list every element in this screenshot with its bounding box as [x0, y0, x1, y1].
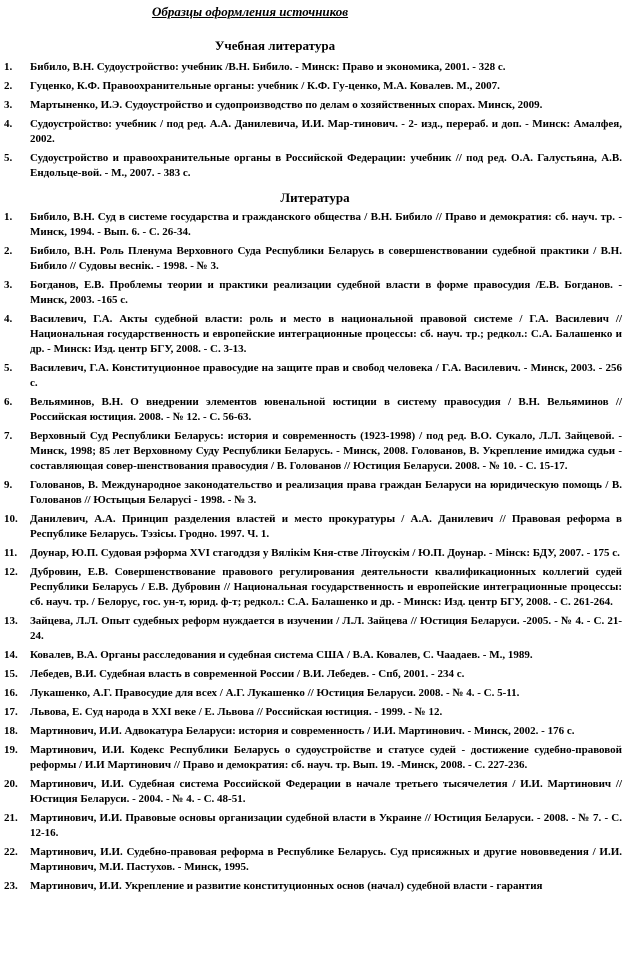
- reference-number: 10.: [4, 513, 18, 525]
- reference-item: [0, 244, 628, 274]
- reference-text: Вельяминов, В.Н. О внедрении элементов ювенальной юстиции в систему правосудия / В.Н. Вельяминов // Российская юстиция. 2008. - № 12. - С. 56-63.: [30, 396, 622, 423]
- reference-text: Мартинович, И.И. Судебно-правовая реформа в Республике Беларусь. Суд присяжных и другие нововведения / И.И. Мартинович, М.И. Пастухов. - Минск, 1995.: [30, 846, 622, 873]
- reference-item: [0, 705, 628, 720]
- reference-number: 16.: [4, 687, 18, 699]
- textbook-list: [0, 60, 628, 185]
- reference-number: 12.: [4, 566, 18, 578]
- reference-item: [0, 210, 628, 240]
- reference-number: 9.: [4, 479, 13, 491]
- reference-item: [0, 879, 628, 894]
- reference-number: 4.: [4, 313, 13, 325]
- reference-item: [0, 724, 628, 739]
- reference-text: Мартинович, И.И. Судебная система Российской Федерации в начале третьего тысячелетия / И.И. Мартинович // Юстиция Беларуси. - 2004. - № 4. - С. 48-51.: [30, 778, 622, 805]
- reference-text: Мартинович, И.И. Укрепление и развитие конституционных основ (начал) судебной власти - гарантия: [30, 880, 543, 892]
- reference-text: Судоустройство и правоохранительные органы в Российской Федерации: учебник // под ред. О.А. Галустьяна, А.В. Ендольце-вой. - М., 2007. - 383 с.: [30, 152, 622, 179]
- reference-text: Судоустройство: учебник / под ред. А.А. Данилевича, И.И. Мар-тинович. - 2- изд., перераб. и доп. - Минск: Амалфея, 2002.: [30, 118, 622, 145]
- reference-text: Данилевич, А.А. Принцип разделения властей и место прокуратуры / А.А. Данилевич // Правовая реформа в Республике Беларусь. Тэзiсы. Гродно. 1997. Ч. 1.: [30, 513, 622, 540]
- reference-text: Бибило, В.Н. Роль Пленума Верховного Суда Республики Беларусь в совершенствовании судебной практики / В.Н. Бибило // Судовы веснiк. - 1998. - № 3.: [30, 245, 622, 272]
- reference-number: 4.: [4, 118, 13, 130]
- reference-item: [0, 478, 628, 508]
- reference-number: 20.: [4, 778, 18, 790]
- reference-number: 21.: [4, 812, 18, 824]
- reference-text: Лебедев, В.И. Судебная власть в современной России / В.И. Лебедев. - Спб, 2001. - 234 с.: [30, 668, 465, 680]
- reference-number: 18.: [4, 725, 18, 737]
- reference-number: 3.: [4, 279, 13, 291]
- reference-item: [0, 278, 628, 308]
- reference-number: 2.: [4, 245, 13, 257]
- reference-item: [0, 845, 628, 875]
- reference-text: Мартинович, И.И. Адвокатура Беларуси: история и современность / И.И. Мартинович. - Минск, 2002. - 176 с.: [30, 725, 575, 737]
- reference-text: Доунар, Ю.П. Судовая рэформа XVI стагоддзя у Вялiкiм Кня-стве Лiтоускiм / Ю.П. Доунар. - Мiнск: БДУ, 2007. - 175 с.: [30, 547, 620, 559]
- reference-text: Дубровин, Е.В. Совершенствование правового регулирования деятельности квалификационных коллегий судей Республики Беларусь / Е.В. Дубровин // Национальная государственность и европейские интеграционные процессы: сб. науч. тр. / Белорус, гос. ун-т, юрид. ф-т; редкол.: С.А. Балашенко и др. - Минск: Изд. центр БГУ, 2008. - С. 261-264.: [30, 566, 622, 608]
- reference-text: Зайцева, Л.Л. Опыт судебных реформ нуждается в изучении / Л.Л. Зайцева // Юстиция Беларуси. -2005. - № 4. - С. 21-24.: [30, 615, 622, 642]
- reference-text: Бибило, В.Н. Судоустройство: учебник /В.Н. Бибило. - Минск: Право и экономика, 2001. - 328 с.: [30, 61, 506, 73]
- reference-number: 22.: [4, 846, 18, 858]
- reference-text: Богданов, Е.В. Проблемы теории и практики реализации судебной власти в форме правосудия /Е.В. Богданов. - Минск, 2003. -165 с.: [30, 279, 622, 306]
- reference-text: Львова, Е. Суд народа в XXI веке / Е. Львова // Российская юстиция. - 1999. - № 12.: [30, 706, 443, 718]
- reference-text: Ковалев, В.А. Органы расследования и судебная система США / В.А. Ковалев, С. Чаадаев. - М., 1989.: [30, 649, 533, 661]
- reference-number: 14.: [4, 649, 18, 661]
- reference-item: [0, 614, 628, 644]
- reference-item: [0, 648, 628, 663]
- reference-number: 7.: [4, 430, 13, 442]
- reference-text: Бибило, В.Н. Суд в системе государства и гражданского общества / В.Н. Бибило // Право и демократия: сб. науч. тр. - Минск, 1994. - Вып. 6. - С. 26-34.: [30, 211, 622, 238]
- reference-text: Лукашенко, А.Г. Правосудие для всех / А.Г. Лукашенко // Юстиция Беларуси. 2008. - № 4. - С. 5-11.: [30, 687, 520, 699]
- reference-item: [0, 429, 628, 474]
- reference-number: 6.: [4, 396, 13, 408]
- reference-item: [0, 565, 628, 610]
- reference-item: [0, 777, 628, 807]
- reference-item: [0, 98, 628, 113]
- document-title: Образцы оформления источников: [151, 4, 349, 19]
- section-title-textbooks: Учебная литература: [214, 38, 336, 53]
- reference-text: Голованов, В. Международное законодательство и реализация права граждан Беларуси на юридическую помощь / В. Голованов // Юстыцыя Беларусi - 1998. - № 3.: [30, 479, 622, 506]
- reference-item: [0, 361, 628, 391]
- reference-number: 1.: [4, 211, 13, 223]
- reference-number: 5.: [4, 362, 13, 374]
- reference-text: Верховный Суд Республики Беларусь: история и современность (1923-1998) / под ред. В.О. Сукало, Л.Л. Зайцевой. - Минск, 1998; 85 лет Верховному Суду Республики Беларусь. - Минск, 2008. Голованов, В. Укрепление имиджа судьи - составляющая совер-шенствования правосудия / В. Голованов // Юстиция Беларуси. 2008. - № 10. - С. 15-17.: [30, 430, 622, 472]
- reference-number: 15.: [4, 668, 18, 680]
- reference-number: 2.: [4, 80, 13, 92]
- section-title-literature: Литература: [280, 190, 350, 205]
- reference-text: Гуценко, К.Ф. Правоохранительные органы: учебник / К.Ф. Гу-ценко, М.А. Ковалев. М., 2007.: [30, 80, 500, 92]
- reference-number: 5.: [4, 152, 13, 164]
- reference-text: Мартинович, И.И. Кодекс Республики Беларусь о судоустройстве и статусе судей - достижение судебно-правовой реформы / И.И Мартинович // Право и демократия: сб. науч. тр. Вып. 19. -Минск, 2008. - С. 227-236.: [30, 744, 622, 771]
- reference-text: Василевич, Г.А. Конституционное правосудие на защите прав и свобод человека / Г.А. Василевич. - Минск, 2003. - 256 с.: [30, 362, 622, 389]
- reference-item: [0, 79, 628, 94]
- reference-number: 17.: [4, 706, 18, 718]
- reference-item: [0, 151, 628, 181]
- reference-item: [0, 686, 628, 701]
- reference-item: [0, 60, 628, 75]
- reference-text: Мартинович, И.И. Правовые основы организации судебной власти в Украине // Юстиция Беларуси. - 2008. - № 7. - С. 12-16.: [30, 812, 622, 839]
- reference-item: [0, 743, 628, 773]
- reference-number: 11.: [4, 547, 18, 559]
- reference-item: [0, 546, 628, 561]
- reference-item: [0, 667, 628, 682]
- reference-number: 13.: [4, 615, 18, 627]
- literature-list: [0, 210, 628, 898]
- reference-text: Мартыненко, И.Э. Судоустройство и судопроизводство по делам о хозяйственных спорах. Минск, 2009.: [30, 99, 543, 111]
- reference-number: 1.: [4, 61, 13, 73]
- reference-item: [0, 395, 628, 425]
- reference-item: [0, 117, 628, 147]
- reference-number: 3.: [4, 99, 13, 111]
- reference-number: 19.: [4, 744, 18, 756]
- reference-item: [0, 512, 628, 542]
- reference-number: 23.: [4, 880, 18, 892]
- reference-item: [0, 312, 628, 357]
- reference-text: Василевич, Г.А. Акты судебной власти: роль и место в национальной правовой системе / Г.А. Василевич // Национальная государственность и европейские интеграционные процессы: сб. науч. тр.; редкол.: С.А. Балашенко и др. - Минск: Изд. центр БГУ, 2008. - С. 3-13.: [30, 313, 622, 355]
- reference-item: [0, 811, 628, 841]
